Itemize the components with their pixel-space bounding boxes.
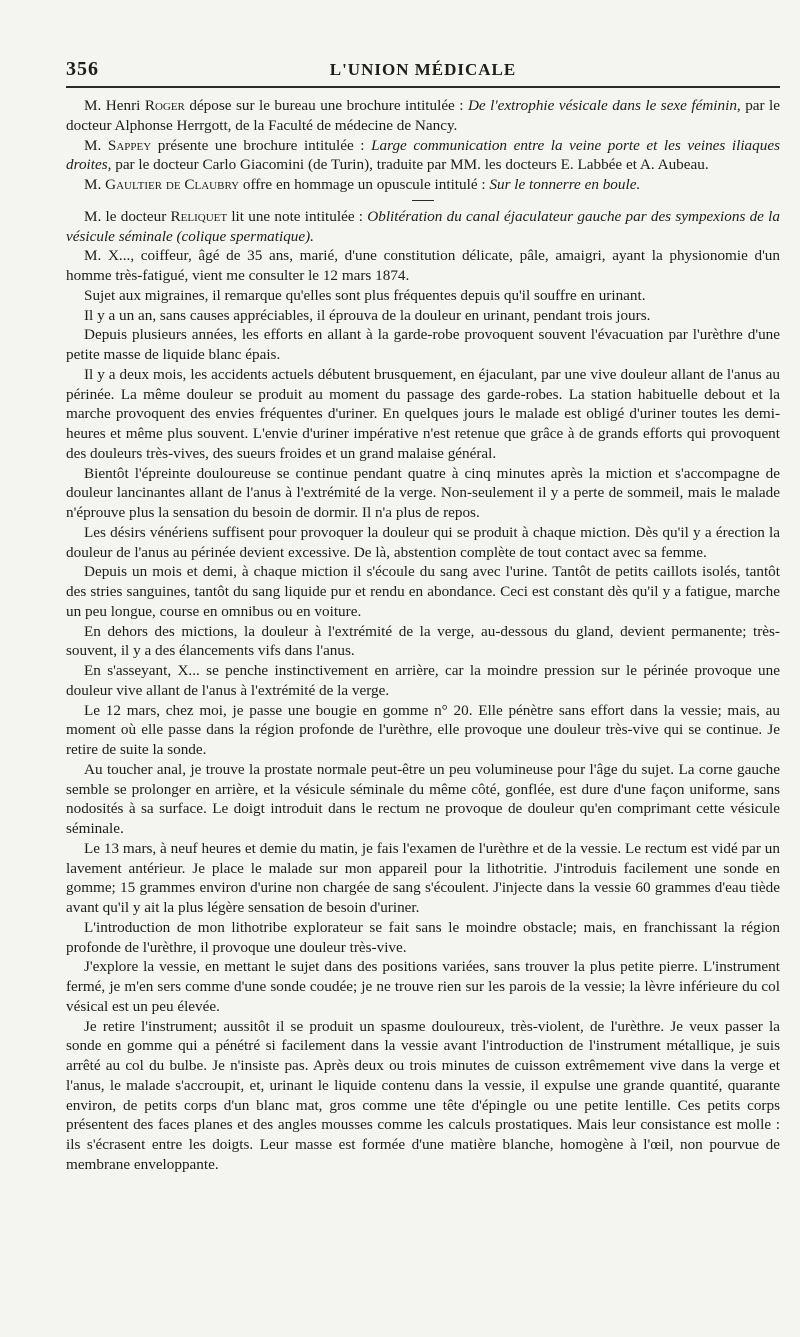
work-title: Large communication entre la veine porte et les veines iliaques droites, [66, 136, 780, 174]
author-name: Roger [144, 97, 185, 114]
page-number: 356 [66, 58, 99, 80]
paragraph: Bientôt l'épreinte douloureuse se continue pendant quatre à cinq minutes après la miction et s'accompagne de douleur lancinantes allant de l'anus à l'extrémité de la verge. Non-seulement il y a perte de sommeil, mais le malade n'éprouve plus la sensation du besoin de dormir. Il n'a plus de repos. [66, 464, 780, 521]
section-divider [412, 200, 434, 201]
work-title: Oblitération du canal éjaculateur gauche par des sympexions de la vésicule séminale (colique spermatique). [66, 207, 780, 245]
author-name: Gaultier de Claubry [105, 176, 240, 193]
paragraph: M. le docteur Reliquet lit une note intitulée : Oblitération du canal éjaculateur gauche par des sympexions de la vésicule séminale (colique spermatique). [66, 207, 780, 245]
author-name: Reliquet [170, 207, 228, 225]
paragraph: M. Henri Roger dépose sur le bureau une brochure intitulée : De l'extrophie vésicale dans le sexe féminin, par le docteur Alphonse Herrgott, de la Faculté de médecine de Nancy. [66, 97, 781, 134]
work-title: De l'extrophie vésicale dans le sexe féminin, [467, 97, 741, 114]
paragraph: Je retire l'instrument; aussitôt il se produit un spasme douloureux, très-violent, de l'urèthre. Je veux passer la sonde en gomme qui a pénétré si facilement dans la vessie avant l'introduction de l'instrument métallique, je suis arrêté au col du bulbe. Je n'insiste pas. Après deux ou trois minutes de cuisson extrêmement vive dans la verge et l'anus, le malade s'accroupit, et, urinant le liquide contenu dans la vessie, il expulse une grande quantité, quarante environ, de petits corps d'un blanc mat, gros comme une tête d'épingle ou une petite lentille. Ces petits corps présentent des faces planes et des angles mousses comme les calculs prostatiques. Mais leur consistance est molle : ils s'écrasent entre les doigts. Leur masse est formée d'une matière blanche, homogène à l'œil, non pourvue de membrane enveloppante. [66, 1017, 780, 1173]
page-header [66, 58, 780, 88]
paragraph: Il y a deux mois, les accidents actuels débutent brusquement, en éjaculant, par une vive douleur allant de l'anus au périnée. La même douleur se produit au moment du passage des garde-robes. La station habituelle debout et la marche provoquent des envies fréquentes d'uriner. En quelques jours le malade est obligé d'uriner toutes les demi-heures et même plus souvent. L'envie d'uriner impérative n'est retenue que grâce à de grands efforts qui provoquent des douleurs très-vives, des sueurs froides et un grand malaise général. [66, 365, 780, 462]
running-title: L'UNION MÉDICALE [329, 60, 517, 79]
work-title: Sur le tonnerre en boule. [489, 176, 641, 193]
paragraph: Au toucher anal, je trouve la prostate normale peut-être un peu volumineuse pour l'âge du sujet. La corne gauche semble se prolonger en arrière, et la vésicule séminale du même côté, gonflée, est dure d'une façon uniforme, sans nodosités à sa surface. Le doigt introduit dans le rectum ne provoque de douleur qu'en comprimant cette vésicule séminale. [66, 760, 780, 837]
paragraph: Sujet aux migraines, il remarque qu'elles sont plus fréquentes depuis qu'il souffre en urinant. [84, 286, 646, 304]
paragraph: Le 13 mars, à neuf heures et demie du matin, je fais l'examen de l'urèthre et de la vessie. Le rectum est vidé par un lavement antérieur. Je place le malade sur mon appareil pour la lithotritie. J'introduis facilement une sonde en gomme; 15 grammes environ d'urine non chargée de sang s'écoulent. J'injecte dans la vessie 60 grammes d'eau tiède avant qu'il y ait la plus légère sensation de besoin d'uriner. [66, 839, 780, 916]
paragraph: Il y a un an, sans causes appréciables, il éprouva de la douleur en urinant, pendant trois jours. [84, 306, 651, 324]
author-name: Sappey [107, 136, 152, 154]
paragraph: Le 12 mars, chez moi, je passe une bougie en gomme n° 20. Elle pénètre sans effort dans la vessie; mais, au moment où elle passe dans la région profonde de l'urèthre, elle provoque une douleur très-vive qui se continue. Je retire de suite la sonde. [66, 701, 780, 758]
paragraph: Depuis un mois et demi, à chaque miction il s'écoule du sang avec l'urine. Tantôt de petits caillots isolés, tantôt des stries sanguines, tantôt du sang liquide pur et rendu en abondance. Ceci est constant dès qu'il y a fatigue, marche un peu longue, course en omnibus ou en voiture. [66, 563, 780, 620]
paragraph: J'explore la vessie, en mettant le sujet dans des positions variées, sans trouver la plus petite pierre. L'instrument fermé, je m'en sers comme d'une sonde coudée; je ne trouve rien sur les parois de la vessie; la lèvre inférieure du col vésical est un peu élevée. [66, 958, 780, 1015]
paragraph: En dehors des mictions, la douleur à l'extrémité de la verge, au-dessous du gland, devient permanente; très-souvent, il y a des élancements vifs dans l'anus. [66, 622, 780, 660]
paragraph: M. Sappey présente une brochure intitulée : Large communication entre la veine porte et les veines iliaques droites, par le docteur Carlo Giacomini (de Turin), traduite par MM. les docteurs E. Labbée et A. Aubeau. [66, 136, 780, 174]
paragraph: L'introduction de mon lithotribe explorateur se fait sans le moindre obstacle; mais, en franchissant la région profonde de l'urèthre, il provoque une douleur très-vive. [66, 918, 780, 956]
paragraph: M. Gaultier de Claubry offre en hommage un opuscule intitulé : Sur le tonnerre en boule. [84, 176, 641, 193]
body-text [66, 96, 780, 1175]
paragraph: En s'asseyant, X... se penche instinctivement en arrière, car la moindre pression sur le périnée provoque une douleur vive allant de l'anus à l'extrémité de la verge. [66, 662, 780, 699]
paragraph: Les désirs vénériens suffisent pour provoquer la douleur qui se produit à chaque miction. Dès qu'il y a érection la douleur de l'anus au périnée devient excessive. De là, abstention complète de tout contact avec sa femme. [66, 523, 780, 561]
paragraph: M. X..., coiffeur, âgé de 35 ans, marié, d'une constitution délicate, pâle, amaigri, ayant la physionomie d'un homme très-fatigué, vient me consulter le 12 mars 1874. [66, 247, 780, 284]
paragraph: Depuis plusieurs années, les efforts en allant à la garde-robe provoquent souvent l'évacuation par l'urèthre d'une petite masse de liquide blanc épais. [66, 326, 780, 363]
